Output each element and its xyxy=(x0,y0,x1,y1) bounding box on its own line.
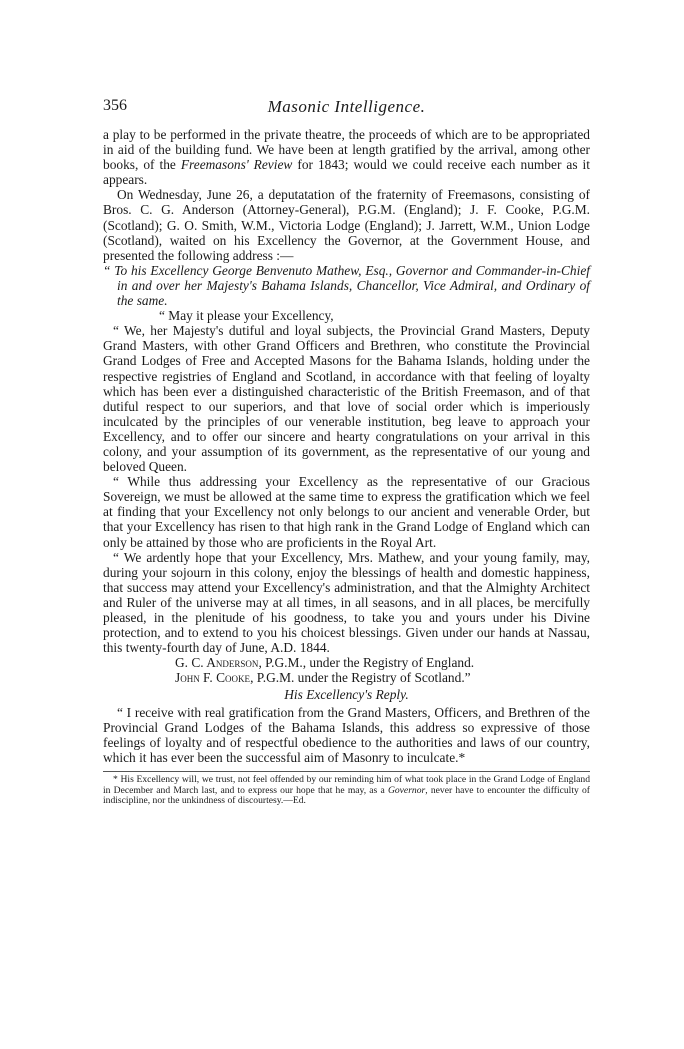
paragraph-deputation: On Wednesday, June 26, a deputatation of the fraternity of Freemasons, consisting of Bros. C. G. Anderson (Attorney-General), P.G.M. (England); J. F. Cooke, P.G.M. (Scotland); G. O. Smith, W.M., Victoria Lodge (England); J. Jarrett, W.M., Union Lodge (Scotland), waited on his Excellency the Governor, at the Government House, and presented the following address :— xyxy=(103,187,590,263)
signatory-name-1: G. C. Anderson xyxy=(175,655,259,671)
footnote xyxy=(103,775,590,807)
footnote-rule xyxy=(103,771,590,772)
page-number: 356 xyxy=(103,97,127,114)
signature-line-2 xyxy=(103,670,590,685)
paragraph-1-text: a play to be performed in the private theatre, the proceeds of which are to be appropriated in aid of the building fund. We have been at length gratified by the arrival, among other books, of the xyxy=(103,127,590,173)
signature-line-1 xyxy=(103,655,590,670)
running-title: Masonic Intelligence. xyxy=(267,97,426,116)
signatory-title-2: , P.G.M. under the Registry of Scotland.” xyxy=(250,670,471,686)
reply-heading: His Excellency's Reply. xyxy=(284,687,409,703)
address-heading: “ To his Excellency George Benvenuto Mathew, Esq., Governor and Commander-in-Chief in and over her Majesty's Bahama Islands, Chancellor, Vice Admiral, and Ordinary of the same. xyxy=(103,262,590,309)
address-paragraph-2: “ While thus addressing your Excellency as the representative of our Gracious Sovereign, we must be allowed at the same time to express the gratification which we feel at finding that your Excellency not only belongs to our ancient and venerable Order, but that your Excellency has risen to that high rank in the Grand Lodge of England which can only be attained by those who are proficients in the Royal Art. xyxy=(103,474,590,550)
signatory-title-1: , P.G.M., under the Registry of England. xyxy=(258,655,475,671)
review-title: Freemasons' Review xyxy=(180,157,293,173)
paragraph-1-end: for 1843; would we could receive each number as it appears. xyxy=(103,157,590,188)
address-paragraph-3: “ We ardently hope that your Excellency, Mrs. Mathew, and your young family, may, during your sojourn in this colony, enjoy the blessings of health and domestic happiness, that success may attend your Excellency's administration, and that the Almighty Architect and Ruler of the universe may at all times, in all seasons, and in all places, be mercifully pleased, in the plenitude of his goodness, to take you and yours under his Divine protection, and to extend to you his choicest blessings. Given under our hands at Nassau, this twenty-fourth day of June, A.D. 1844. xyxy=(103,549,590,656)
signatory-name-2: John F. Cooke xyxy=(175,670,251,686)
footnote-text-b: , never have to encounter the difficulty of indiscipline, nor the unkindness of discourtesy.—Ed. xyxy=(103,784,590,807)
footnote-text-a: * His Excellency will, we trust, not feel offended by our reminding him of what took place in the Grand Lodge of England in December and March last, and to express our hope that he may, as a xyxy=(103,773,590,796)
page-header xyxy=(103,97,590,119)
page-body xyxy=(103,127,590,807)
reply-paragraph: “ I receive with real gratification from the Grand Masters, Officers, and Brethren of the Provincial Grand Lodges of the Bahama Islands, this address so expressive of those feelings of loyalty and of respectful obedience to the authorities and laws of our country, which it has ever been the successful aim of Masonry to inculcate.* xyxy=(103,704,590,765)
paragraph-1 xyxy=(103,127,590,187)
address-paragraph-1: “ We, her Majesty's dutiful and loyal subjects, the Provincial Grand Masters, Deputy Grand Masters, with other Grand Officers and Brethren, who constitute the Provincial Grand Lodges of Free and Accepted Masons for the Bahama Islands, holding under the respective registries of England and Scotland, in accordance with that feeling of loyalty which has been ever a distinguished characteristic of the British Freemason, and of that dutiful respect to our superiors, and that love of social order which is imperiously inculcated by the principles of our venerable institution, beg leave to approach your Excellency, and to offer our sincere and hearty congratulations on your arrival in this colony, and your assumption of its government, as the representative of our young and beloved Queen. xyxy=(103,323,590,475)
address-salutation: “ May it please your Excellency, xyxy=(159,308,334,324)
footnote-italic: Governor xyxy=(387,784,426,796)
